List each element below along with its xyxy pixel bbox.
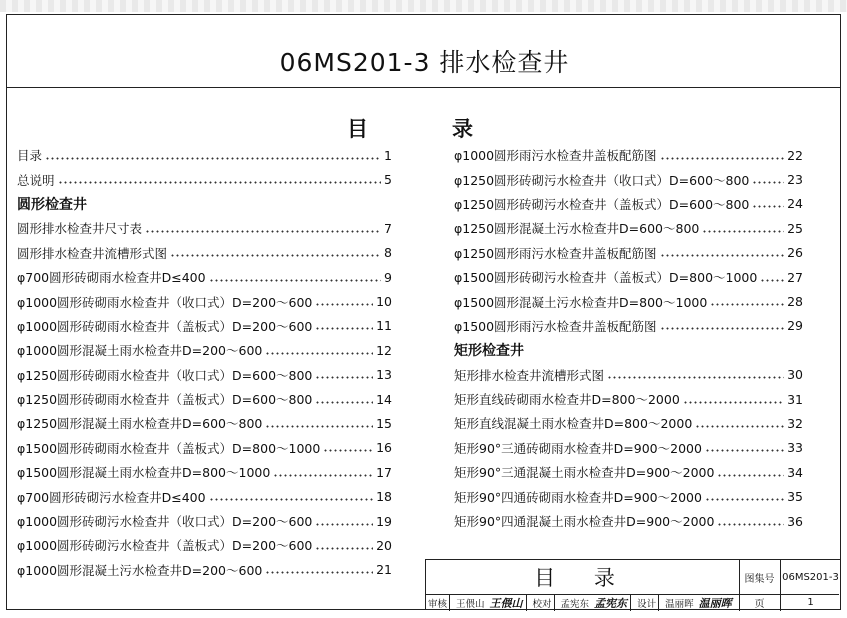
toc-entry[interactable] [17, 265, 392, 289]
toc-entry[interactable] [454, 509, 803, 533]
toc-entry[interactable] [454, 460, 803, 484]
toc-entry-title: 圆形排水检查井尺寸表 [17, 221, 143, 237]
toc-dot-leader [702, 230, 784, 233]
toc-page-number: 15 [376, 415, 392, 431]
toc-page-number: 35 [787, 489, 803, 505]
toc-entry-title: φ1250圆形混凝土污水检查井D=600～800 [454, 221, 700, 237]
toc-dot-leader [660, 254, 785, 257]
toc-section-heading [454, 338, 803, 362]
page-number-value: 1 [807, 597, 814, 608]
toc-page-number: 23 [787, 172, 803, 188]
toc-dot-leader [607, 376, 784, 379]
toc-heading-left: 目 [347, 117, 368, 141]
toc-page-number: 5 [384, 172, 392, 188]
toc-section-label: 矩形检查井 [454, 343, 524, 360]
title-divider [7, 87, 840, 88]
toc-entry-title: 矩形直线砖砌雨水检查井D=800～2000 [454, 392, 680, 408]
toc-entry-title: φ700圆形砖砌污水检查井D≤400 [17, 489, 206, 505]
atlas-number-label: 图集号 [744, 573, 775, 585]
toc-entry-title: 圆形排水检查井流槽形式图 [17, 245, 168, 261]
toc-entry-title: φ1000圆形砖砌雨水检查井（收口式）D=200～600 [17, 294, 313, 310]
document-title: 06MS201-3 排水检查井 [279, 48, 570, 77]
toc-page-number: 36 [787, 513, 803, 529]
toc-dot-leader [660, 327, 785, 330]
toc-page-number: 27 [787, 269, 803, 285]
toc-dot-leader [265, 352, 373, 355]
toc-page-number: 14 [376, 391, 392, 407]
toc-entry[interactable] [17, 338, 392, 362]
title-block [425, 559, 840, 610]
toc-entry-title: 矩形直线混凝土雨水检查井D=800～2000 [454, 416, 693, 432]
toc-entry-title: φ700圆形砖砌雨水检查井D≤400 [17, 270, 206, 286]
toc-entry[interactable] [17, 241, 392, 265]
toc-entry[interactable] [454, 484, 803, 508]
toc-entry-title: φ1000圆形混凝土污水检查井D=200～600 [17, 562, 263, 578]
toc-page-number: 22 [787, 147, 803, 163]
toc-page-number: 10 [376, 294, 392, 310]
toc-entry[interactable] [454, 167, 803, 191]
review-signature: 王偎山 [489, 596, 523, 610]
toc-page-number: 33 [787, 440, 803, 456]
toc-entry[interactable] [17, 558, 392, 582]
toc-entry-title: φ1000圆形砖砌雨水检查井（盖板式）D=200～600 [17, 318, 313, 334]
toc-entry[interactable] [454, 265, 803, 289]
toc-entry-title: φ1250圆形砖砌雨水检查井（收口式）D=600～800 [17, 367, 313, 383]
toc-entry-title: 矩形90°四通混凝土雨水检查井D=900～2000 [454, 514, 715, 530]
toc-dot-leader [683, 401, 784, 404]
toc-dot-leader [705, 449, 784, 452]
toc-entry-title: 总说明 [17, 172, 55, 188]
review-name: 王偎山 [456, 598, 485, 610]
check-label: 校对 [532, 598, 552, 610]
atlas-number-value: 06MS201-3 [782, 571, 839, 583]
toc-dot-leader [265, 571, 373, 574]
toc-entry[interactable] [17, 143, 392, 167]
toc-dot-leader [45, 157, 381, 160]
toc-page-number: 34 [787, 464, 803, 480]
toc-entry-title: 矩形排水检查井流槽形式图 [454, 367, 605, 383]
toc-entry-title: φ1500圆形砖砌污水检查井（盖板式）D=800～1000 [454, 270, 758, 286]
toc-dot-leader [315, 401, 373, 404]
toc-entry[interactable] [17, 363, 392, 387]
toc-entry[interactable] [454, 289, 803, 313]
toc-dot-leader [717, 523, 784, 526]
toc-page-number: 24 [787, 196, 803, 212]
toc-entry-title: φ1250圆形砖砌污水检查井（收口式）D=600～800 [454, 172, 750, 188]
toc-dot-leader [209, 279, 381, 282]
toc-entry-title: φ1500圆形砖砌雨水检查井（盖板式）D=800～1000 [17, 440, 321, 456]
toc-dot-leader [58, 181, 382, 184]
toc-dot-leader [315, 327, 373, 330]
toc-right-column [454, 143, 803, 533]
toc-entry[interactable] [17, 509, 392, 533]
toc-dot-leader [315, 547, 373, 550]
toc-page-number: 32 [787, 415, 803, 431]
toc-entry-title: φ1000圆形雨污水检查井盖板配筋图 [454, 148, 657, 164]
toc-entry[interactable] [17, 387, 392, 411]
toc-dot-leader [705, 498, 784, 501]
toc-entry[interactable] [454, 363, 803, 387]
toc-entry[interactable] [17, 411, 392, 435]
toc-page-number: 25 [787, 220, 803, 236]
toc-page-number: 18 [376, 489, 392, 505]
toc-entry-title: 矩形90°三通混凝土雨水检查井D=900～2000 [454, 465, 715, 481]
toc-entry[interactable] [17, 314, 392, 338]
toc-entry[interactable] [454, 436, 803, 460]
toc-page-number: 29 [787, 318, 803, 334]
toc-dot-leader [315, 376, 373, 379]
toc-page-number: 1 [384, 147, 392, 163]
toc-dot-leader [695, 425, 784, 428]
toc-dot-leader [265, 425, 373, 428]
toc-page-number: 30 [787, 367, 803, 383]
toc-page-number: 16 [376, 440, 392, 456]
toc-dot-leader [752, 205, 784, 208]
signature-row [426, 594, 739, 611]
toc-entry-title: φ1500圆形混凝土污水检查井D=800～1000 [454, 294, 708, 310]
toc-page-number: 26 [787, 245, 803, 261]
toc-page-number: 11 [376, 318, 392, 334]
toc-entry[interactable] [454, 411, 803, 435]
toc-entry[interactable] [454, 192, 803, 216]
toc-entry-title: φ1250圆形砖砌污水检查井（盖板式）D=600～800 [454, 196, 750, 212]
title-block-drawing-title: 目 录 [534, 566, 631, 590]
toc-entry-title: φ1500圆形雨污水检查井盖板配筋图 [454, 318, 657, 334]
toc-dot-leader [752, 181, 784, 184]
toc-dot-leader [710, 303, 784, 306]
toc-dot-leader [273, 474, 373, 477]
toc-dot-leader [660, 157, 785, 160]
toc-entry-title: φ1000圆形砖砌污水检查井（盖板式）D=200～600 [17, 538, 313, 554]
toc-page-number: 19 [376, 513, 392, 529]
toc-page-number: 20 [376, 537, 392, 553]
toc-dot-leader [323, 449, 373, 452]
toc-entry-title: φ1250圆形混凝土雨水检查井D=600～800 [17, 416, 263, 432]
toc-section-label: 圆形检查井 [17, 196, 87, 213]
design-name: 温丽晖 [665, 598, 694, 610]
toc-entry[interactable] [17, 436, 392, 460]
toc-dot-leader [315, 523, 373, 526]
toc-entry[interactable] [454, 216, 803, 240]
toc-entry[interactable] [17, 484, 392, 508]
toc-dot-leader [315, 303, 373, 306]
toc-entry-title: φ1500圆形混凝土雨水检查井D=800～1000 [17, 465, 271, 481]
page-label: 页 [754, 599, 765, 610]
toc-page-number: 12 [376, 342, 392, 358]
toc-page-number: 21 [376, 562, 392, 578]
top-edge-strip [0, 0, 847, 12]
toc-entry[interactable] [17, 460, 392, 484]
toc-page-number: 28 [787, 294, 803, 310]
toc-heading-right: 录 [452, 117, 473, 141]
check-name: 孟宪东 [560, 598, 590, 610]
toc-page-number: 8 [384, 245, 392, 261]
toc-page-number: 17 [376, 464, 392, 480]
toc-page-number: 9 [384, 269, 392, 285]
toc-page-number: 13 [376, 367, 392, 383]
toc-entry[interactable] [454, 387, 803, 411]
toc-dot-leader [170, 254, 381, 257]
toc-entry[interactable] [17, 533, 392, 557]
toc-page-number: 7 [384, 220, 392, 236]
design-label: 设计 [637, 598, 657, 610]
toc-section-heading [17, 192, 392, 216]
toc-entry-title: φ1250圆形雨污水检查井盖板配筋图 [454, 245, 657, 261]
toc-entry-title: 矩形90°四通砖砌雨水检查井D=900～2000 [454, 489, 702, 505]
toc-entry[interactable] [454, 241, 803, 265]
toc-entry-title: φ1000圆形砖砌污水检查井（收口式）D=200～600 [17, 514, 313, 530]
toc-entry-title: 矩形90°三通砖砌雨水检查井D=900～2000 [454, 440, 702, 456]
toc-dot-leader [760, 279, 784, 282]
design-signature: 温丽晖 [698, 596, 732, 610]
review-label: 审核 [428, 598, 448, 610]
toc-entry[interactable] [454, 314, 803, 338]
drawing-sheet [6, 14, 841, 610]
toc-page-number: 31 [787, 391, 803, 407]
toc-entry[interactable] [454, 143, 803, 167]
toc-entry-title: 目录 [17, 148, 43, 164]
toc-entry-title: φ1000圆形混凝土雨水检查井D=200～600 [17, 343, 263, 359]
toc-entry[interactable] [17, 167, 392, 191]
toc-entry[interactable] [17, 216, 392, 240]
toc-entry-title: φ1250圆形砖砌雨水检查井（盖板式）D=600～800 [17, 392, 313, 408]
toc-dot-leader [209, 498, 374, 501]
toc-dot-leader [717, 474, 784, 477]
toc-dot-leader [145, 230, 381, 233]
toc-left-column [17, 143, 392, 582]
toc-entry[interactable] [17, 289, 392, 313]
check-signature: 孟宪东 [594, 596, 628, 610]
